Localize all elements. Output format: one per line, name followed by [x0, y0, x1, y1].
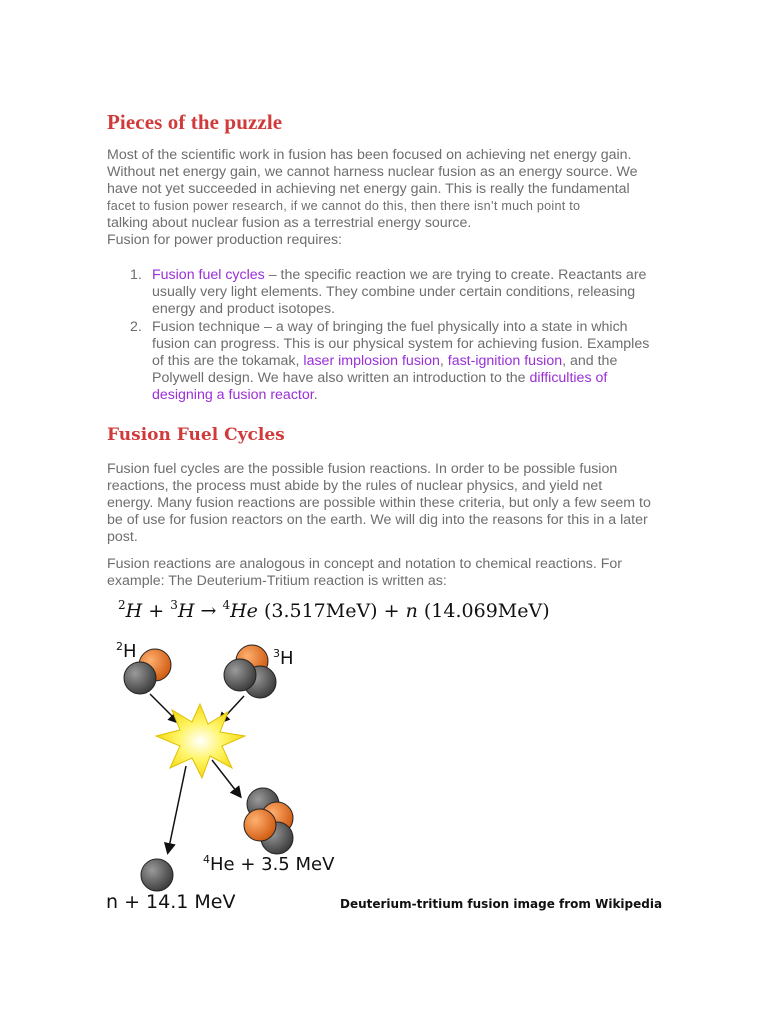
arrow-icon [212, 760, 240, 796]
label-sup: 3 [273, 647, 280, 660]
eq-energy: (14.069MeV) [417, 600, 550, 622]
list-text: usually very light elements. They combine under certain conditions, releasing [152, 284, 636, 300]
label-helium [203, 853, 334, 875]
link-difficulties-of-designing-cont[interactable]: designing a fusion reactor [152, 387, 314, 403]
link-fast-ignition-fusion[interactable]: fast-ignition fusion [447, 353, 563, 369]
list-text: fusion can progress. This is our physical system for achieving fusion. Examples [152, 336, 650, 352]
list-text: . [313, 387, 318, 403]
label-sup: 2 [116, 640, 123, 653]
link-laser-implosion-fusion[interactable]: laser implosion fusion [303, 353, 440, 369]
eq-term: H [177, 600, 195, 622]
list-text: energy and product isotopes. [152, 301, 335, 317]
cycles-paragraph [107, 461, 667, 546]
requirements-list [107, 267, 667, 405]
label-text: H [280, 648, 294, 669]
list-item-fuel-cycles [107, 267, 667, 318]
helium-nucleus [244, 788, 293, 854]
cycles-line: energy. Many fusion reactions are possible within these criteria, but only a few seem to [107, 495, 651, 511]
intro-line: talking about nuclear fusion as a terrestrial energy source. [107, 215, 472, 231]
eq-sup: 3 [170, 598, 178, 612]
eq-energy: (3.517MeV) + [257, 600, 406, 622]
analogy-paragraph [107, 556, 667, 590]
intro-line: Without net energy gain, we cannot harness nuclear fusion as an energy source. We [107, 164, 638, 180]
tritium-nucleus [224, 645, 276, 698]
intro-line: have not yet succeeded in achieving net energy gain. This is really the fundamental [107, 181, 630, 197]
arrow-icon [150, 694, 178, 722]
cycles-line: Fusion fuel cycles are the possible fusion reactions. In order to be possible fusion [107, 461, 618, 477]
eq-sup: 2 [118, 598, 126, 612]
heading-fusion-fuel-cycles: Fusion Fuel Cycles [107, 425, 285, 445]
intro-paragraph [107, 147, 667, 249]
list-text: Polywell design. We have also written an introduction to the [152, 370, 530, 386]
cycles-line: post. [107, 529, 138, 545]
label-tritium [273, 647, 294, 669]
arrow-icon [168, 766, 186, 852]
list-text: – the specific reaction we are trying to create. Reactants are [264, 267, 647, 283]
eq-term: He [230, 600, 258, 622]
list-text: , [439, 353, 448, 369]
neutron-particle [141, 859, 173, 891]
eq-term: n [405, 600, 418, 622]
fusion-flash-icon [156, 704, 245, 778]
list-text: Fusion technique – a way of bringing the fuel physically into a state in which [152, 319, 628, 335]
dt-reaction-equation [118, 598, 550, 622]
eq-term: H [125, 600, 143, 622]
eq-sup: 4 [222, 598, 231, 612]
list-number: 1. [130, 267, 142, 283]
image-caption: Deuterium-tritium fusion image from Wikipedia [340, 897, 663, 911]
list-item-fusion-technique [107, 319, 667, 404]
cycles-line: be of use for fusion reactors on the earth. We will dig into the reasons for this in a later [107, 512, 648, 528]
label-text: H [123, 641, 137, 662]
analogy-line: example: The Deuterium-Tritium reaction is written as: [107, 573, 447, 589]
intro-line: Most of the scientific work in fusion has been focused on achieving net energy gain. [107, 147, 632, 163]
label-text: He + 3.5 MeV [210, 854, 335, 875]
heading-pieces-of-the-puzzle: Pieces of the puzzle [107, 110, 283, 134]
eq-arrow: → [194, 600, 223, 622]
analogy-line: Fusion reactions are analogous in concept and notation to chemical reactions. For [107, 556, 622, 572]
list-text: of this are the tokamak, [152, 353, 304, 369]
list-text: , and the [562, 353, 618, 369]
link-difficulties-of-designing[interactable]: difficulties of [529, 370, 608, 386]
list-number: 2. [130, 319, 142, 335]
intro-line: facet to fusion power research, if we cannot do this, then there isn’t much point to [107, 199, 581, 213]
label-deuterium [116, 640, 137, 662]
link-fusion-fuel-cycles[interactable]: Fusion fuel cycles [152, 267, 265, 283]
requires-text: Fusion for power production requires: [107, 232, 343, 248]
cycles-line: reactions, the process must abide by the rules of nuclear physics, and yield net [107, 478, 603, 494]
eq-op: + [142, 600, 171, 622]
label-neutron: n + 14.1 MeV [106, 891, 236, 913]
label-sup: 4 [203, 853, 210, 866]
